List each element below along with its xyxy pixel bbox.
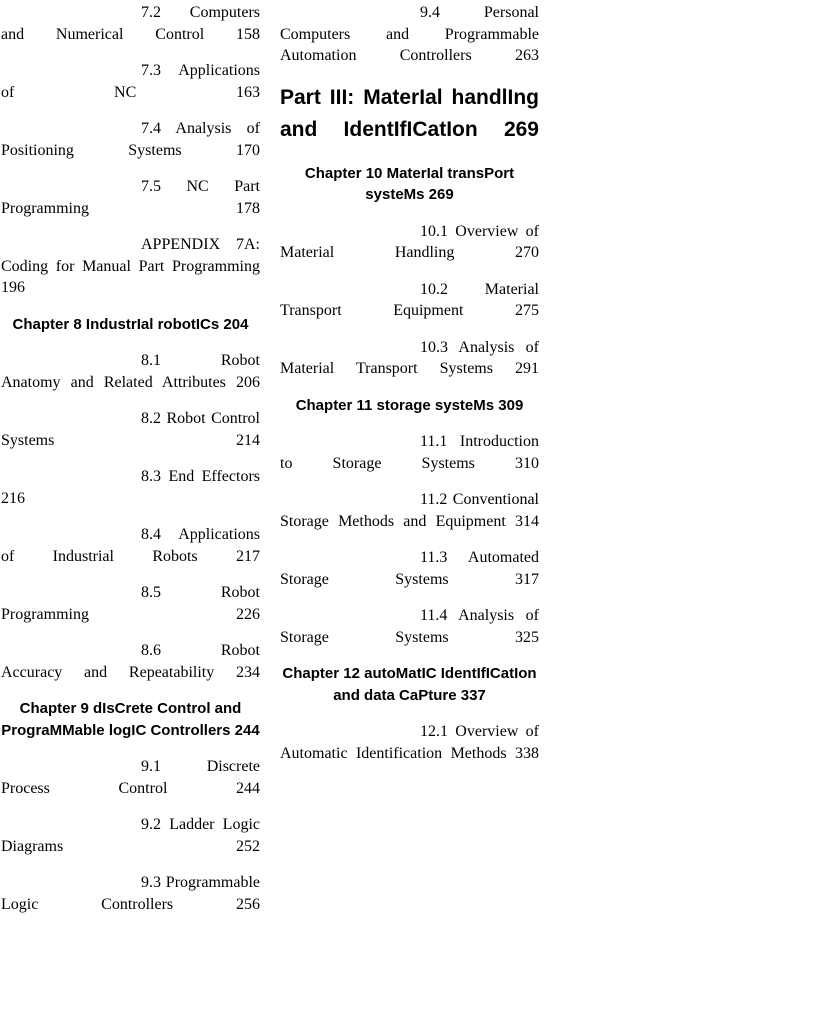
toc-entry bbox=[1, 350, 260, 393]
toc-entry bbox=[1, 756, 260, 799]
toc-entry bbox=[1, 524, 260, 567]
entry-title: Part III: MaterIal handlIng and IdentIfICatIon bbox=[280, 85, 539, 141]
part-heading bbox=[280, 82, 539, 146]
entry-title: 7.4 Analysis of Positioning Systems bbox=[1, 120, 260, 159]
page-number: 163 bbox=[236, 83, 260, 101]
page-number: 310 bbox=[515, 454, 539, 472]
page-number: 216 bbox=[1, 489, 25, 507]
entry-title: 8.6 Robot Accuracy and Repeatability bbox=[1, 642, 260, 681]
page-number: 252 bbox=[236, 837, 260, 855]
page-number: 275 bbox=[515, 302, 539, 319]
entry-title: APPENDIX 7A: Coding for Manual Part Programming bbox=[1, 236, 260, 275]
toc-entry bbox=[280, 221, 539, 264]
toc-entry bbox=[280, 431, 539, 474]
toc-entry bbox=[280, 489, 539, 532]
toc-entry bbox=[1, 408, 260, 451]
entry-title: Chapter 10 MaterIal transPort systeMs bbox=[304, 164, 515, 203]
toc-entry bbox=[280, 279, 539, 322]
page-number: 234 bbox=[236, 663, 260, 681]
page-number: 309 bbox=[498, 396, 524, 414]
entry-title: 10.3 Analysis of Material Transport Systems bbox=[280, 338, 539, 377]
page-number: 244 bbox=[234, 721, 260, 739]
toc-entry bbox=[1, 814, 260, 857]
entry-title: 8.5 Robot Programming bbox=[1, 584, 260, 623]
toc-entry bbox=[280, 547, 539, 590]
page-number: 291 bbox=[515, 360, 540, 377]
toc-entry bbox=[1, 872, 260, 915]
entry-title: 8.3 End Effectors bbox=[141, 468, 260, 485]
page-number: 256 bbox=[236, 895, 260, 913]
entry-title: Chapter 8 IndustrIal robotICs bbox=[12, 315, 220, 333]
toc-entry bbox=[280, 721, 539, 764]
toc-entry bbox=[280, 605, 539, 648]
entry-title: Chapter 9 dIsCrete Control and PrograMMable logIC Controllers bbox=[1, 700, 242, 739]
page-number: 270 bbox=[515, 244, 539, 261]
entry-title: 9.2 Ladder Logic Diagrams bbox=[1, 816, 260, 855]
chapter-heading bbox=[280, 663, 539, 706]
entry-title: 10.1 Overview of Material Handling bbox=[280, 222, 539, 261]
chapter-heading bbox=[1, 698, 260, 741]
page-number: 338 bbox=[515, 744, 539, 762]
entry-title: 12.1 Overview of Automatic Identification Methods bbox=[280, 723, 539, 762]
toc-entry bbox=[1, 118, 260, 161]
entry-title: Chapter 12 autoMatIC IdentIfICatIon and data CaPture bbox=[282, 665, 537, 704]
toc-entry bbox=[1, 60, 260, 103]
chapter-heading bbox=[280, 163, 539, 206]
entry-title: 8.1 Robot Anatomy and Related Attributes bbox=[1, 352, 260, 391]
toc-entry bbox=[1, 234, 260, 299]
entry-title: 8.4 Applications of Industrial Robots bbox=[1, 526, 260, 565]
page-number: 178 bbox=[236, 199, 260, 217]
toc-entry bbox=[280, 337, 539, 380]
page-number: 206 bbox=[236, 373, 260, 391]
page-number: 217 bbox=[236, 547, 261, 565]
toc-column-left bbox=[1, 2, 260, 930]
page-number: 317 bbox=[515, 570, 539, 588]
page-number: 196 bbox=[1, 279, 25, 296]
entry-title: 9.3 Programmable Logic Controllers bbox=[1, 874, 260, 913]
toc-column-right bbox=[280, 2, 539, 930]
entry-title: 8.2 Robot Control Systems bbox=[1, 410, 260, 449]
toc-entry bbox=[1, 2, 260, 45]
page-number: 244 bbox=[236, 779, 260, 797]
chapter-heading bbox=[280, 395, 539, 417]
page-number: 158 bbox=[236, 25, 260, 43]
toc-entry bbox=[280, 2, 539, 67]
entry-title: 11.2 Conventional Storage Methods and Equipment bbox=[280, 491, 539, 530]
entry-title: 7.3 Applications of NC bbox=[1, 62, 260, 101]
entry-title: 9.1 Discrete Process Control bbox=[1, 758, 260, 797]
entry-title: 7.5 NC Part Programming bbox=[1, 178, 260, 217]
page-number: 325 bbox=[515, 628, 539, 646]
page-number: 214 bbox=[236, 431, 260, 449]
page-number: 204 bbox=[223, 315, 249, 333]
toc-entry bbox=[1, 640, 260, 683]
page-number: 170 bbox=[236, 141, 260, 159]
toc-entry bbox=[1, 176, 260, 219]
entry-title: 11.4 Analysis of Storage Systems bbox=[280, 607, 539, 646]
entry-title: Chapter 11 storage systeMs bbox=[295, 396, 495, 414]
entry-title: 7.2 Computers and Numerical Control bbox=[1, 4, 260, 43]
entry-title: 9.4 Personal Computers and Programmable Automation Controllers bbox=[280, 4, 539, 64]
page-number: 263 bbox=[515, 47, 539, 64]
entry-title: 11.3 Automated Storage Systems bbox=[280, 549, 539, 588]
entry-title: 10.2 Material Transport Equipment bbox=[280, 280, 539, 319]
toc-entry bbox=[1, 582, 260, 625]
page-number: 269 bbox=[503, 117, 539, 141]
page-number: 314 bbox=[515, 512, 539, 530]
toc-entry bbox=[1, 466, 260, 509]
entry-title: 11.1 Introduction to Storage Systems bbox=[280, 433, 539, 472]
page-number: 269 bbox=[428, 186, 454, 203]
page-number: 226 bbox=[236, 605, 260, 623]
chapter-heading bbox=[1, 314, 260, 336]
page-number: 337 bbox=[460, 686, 486, 704]
